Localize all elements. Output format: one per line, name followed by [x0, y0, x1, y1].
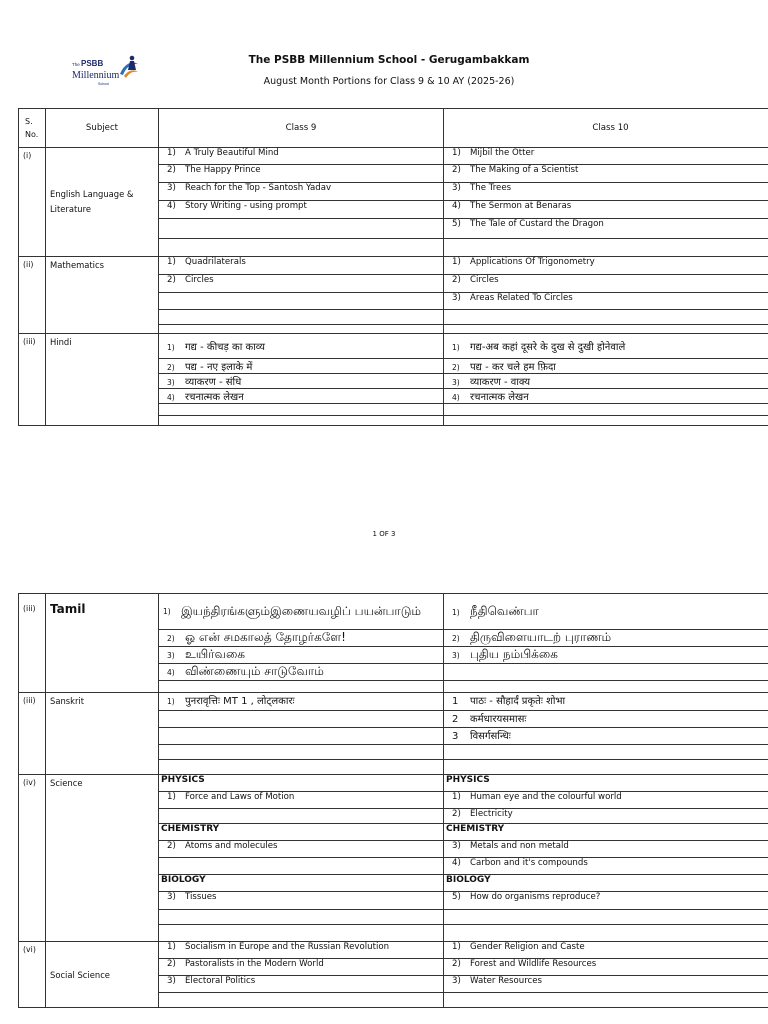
subject-header: Subject [46, 109, 159, 148]
table-row [19, 775, 768, 792]
class9-topic: 4) रचनात्मक लेखन [159, 389, 444, 404]
chemistry-heading: CHEMISTRY [159, 824, 444, 841]
page-title: The PSBB Millennium School - Gerugambakkam [248, 54, 530, 66]
class10-topic: 5) The Tale of Custard the Dragon [444, 219, 768, 239]
class9-topic: 4) விண்ணையும் சாடுவோம் [159, 664, 444, 681]
class9-topic: 1) Quadrilaterals [159, 257, 444, 275]
class9-topic: 2) ஓ என் சமகாலத் தோழர்களே! [159, 630, 444, 647]
portions-table-page2 [18, 593, 768, 1008]
class9-topic: 2) The Happy Prince [159, 165, 444, 183]
sno-header: S. No. [19, 109, 46, 148]
subject-cell: Science [46, 775, 159, 942]
class9-topic: 3) व्याकरण - संधि [159, 374, 444, 389]
table-row [19, 334, 768, 359]
class10-topic: 3) Areas Related To Circles [444, 293, 768, 310]
class10-topic: 3) Metals and non metald [444, 841, 768, 858]
class10-topic: 3) व्याकरण - वाक्य [444, 374, 768, 389]
class10-topic: 4) रचनात्मक लेखन [444, 389, 768, 404]
sno-cell: (iii) [19, 334, 46, 426]
class9-header: Class 9 [159, 109, 444, 148]
class9-topic: 4) Story Writing - using prompt [159, 201, 444, 219]
class9-topic: 1) இயந்திரங்களும்இணையவழிப் பயன்பாடும் [159, 594, 444, 630]
physics-heading: PHYSICS [159, 775, 444, 792]
sno-cell: (vi) [19, 942, 46, 1008]
sno-cell: (ii) [19, 257, 46, 334]
subject-cell: Social Science [46, 942, 159, 1008]
class10-topic: 2) Circles [444, 275, 768, 293]
class10-topic: 1) Human eye and the colourful world [444, 792, 768, 809]
class9-topic: 1) पुनरावृत्तिः MT 1 , लोट्लकारः [159, 693, 444, 711]
sno-cell: (iv) [19, 775, 46, 942]
subject-cell: Tamil [46, 594, 159, 693]
class10-topic: 1) गद्य-अब कहां दूसरे के दुख से दुखी होनेवाले [444, 334, 768, 359]
class10-topic: 2) Electricity [444, 809, 768, 824]
class9-topic: 1) A Truly Beautiful Mind [159, 148, 444, 165]
page-subtitle: August Month Portions for Class 9 & 10 AY (2025-26) [263, 76, 515, 87]
class10-topic: 2 कर्मधारयसमासः [444, 711, 768, 728]
class10-topic: 3) The Trees [444, 183, 768, 201]
class10-header: Class 10 [444, 109, 768, 148]
portions-table-page1 [18, 108, 768, 426]
class10-topic: 4) Carbon and it's compounds [444, 858, 768, 875]
subject-cell: Sanskrit [46, 693, 159, 775]
logo-text-millennium: Millennium [72, 70, 120, 81]
class9-topic: 2) पद्य - नए इलाके में [159, 359, 444, 374]
class10-topic: 3) புதிய நம்பிக்கை [444, 647, 768, 664]
class10-topic: 1) Gender Religion and Caste [444, 942, 768, 959]
table-row [19, 148, 768, 165]
table-row [19, 594, 768, 630]
physics-heading: PHYSICS [444, 775, 768, 792]
class10-topic: 1) Mijbil the Otter [444, 148, 768, 165]
empty-cell [159, 219, 444, 239]
page-number: 1 OF 3 [372, 530, 396, 538]
class9-topic: 2) Pastoralists in the Modern World [159, 959, 444, 976]
logo-text-the: The [72, 62, 80, 67]
sno-cell: (i) [19, 148, 46, 257]
subject-cell: Hindi [46, 334, 159, 426]
class10-topic: 1) Applications Of Trigonometry [444, 257, 768, 275]
class9-topic: 3) Electoral Politics [159, 976, 444, 993]
class9-topic: 1) Force and Laws of Motion [159, 792, 444, 809]
biology-heading: BIOLOGY [159, 875, 444, 892]
chemistry-heading: CHEMISTRY [444, 824, 768, 841]
class10-topic: 2) Forest and Wildlife Resources [444, 959, 768, 976]
table-header-row [19, 109, 768, 148]
class9-topic: 2) Circles [159, 275, 444, 293]
class10-topic: 2) पद्य - कर चले हम फ़िदा [444, 359, 768, 374]
subject-cell: Mathematics [46, 257, 159, 334]
class9-topic: 1) गद्य - कीचड़ का काव्य [159, 334, 444, 359]
class9-topic: 1) Socialism in Europe and the Russian Revolution [159, 942, 444, 959]
table-row [19, 693, 768, 711]
class10-topic: 5) How do organisms reproduce? [444, 892, 768, 910]
class10-topic: 1) நீதிவெண்பா [444, 594, 768, 630]
class10-topic: 1 पाठः - सौहार्दं प्रकृतेः शोभा [444, 693, 768, 711]
sno-cell: (iii) [19, 693, 46, 775]
sno-cell: (iii) [19, 594, 46, 693]
class9-topic: 2) Atoms and molecules [159, 841, 444, 858]
class10-topic: 3) Water Resources [444, 976, 768, 993]
class10-topic: 2) திருவிளையாடற் புராணம் [444, 630, 768, 647]
biology-heading: BIOLOGY [444, 875, 768, 892]
class10-topic: 4) The Sermon at Benaras [444, 201, 768, 219]
logo-text-school: School [98, 82, 109, 86]
subject-cell: English Language & Literature [46, 148, 159, 257]
class9-topic: 3) Tissues [159, 892, 444, 910]
class10-topic: 2) The Making of a Scientist [444, 165, 768, 183]
class9-topic: 3) Reach for the Top - Santosh Yadav [159, 183, 444, 201]
logo-text-psbb: PSBB [81, 59, 104, 68]
table-row [19, 257, 768, 275]
class9-topic: 3) உயிர்வகை [159, 647, 444, 664]
class10-topic: 3 विसर्गसन्धिः [444, 728, 768, 745]
table-row [19, 942, 768, 959]
